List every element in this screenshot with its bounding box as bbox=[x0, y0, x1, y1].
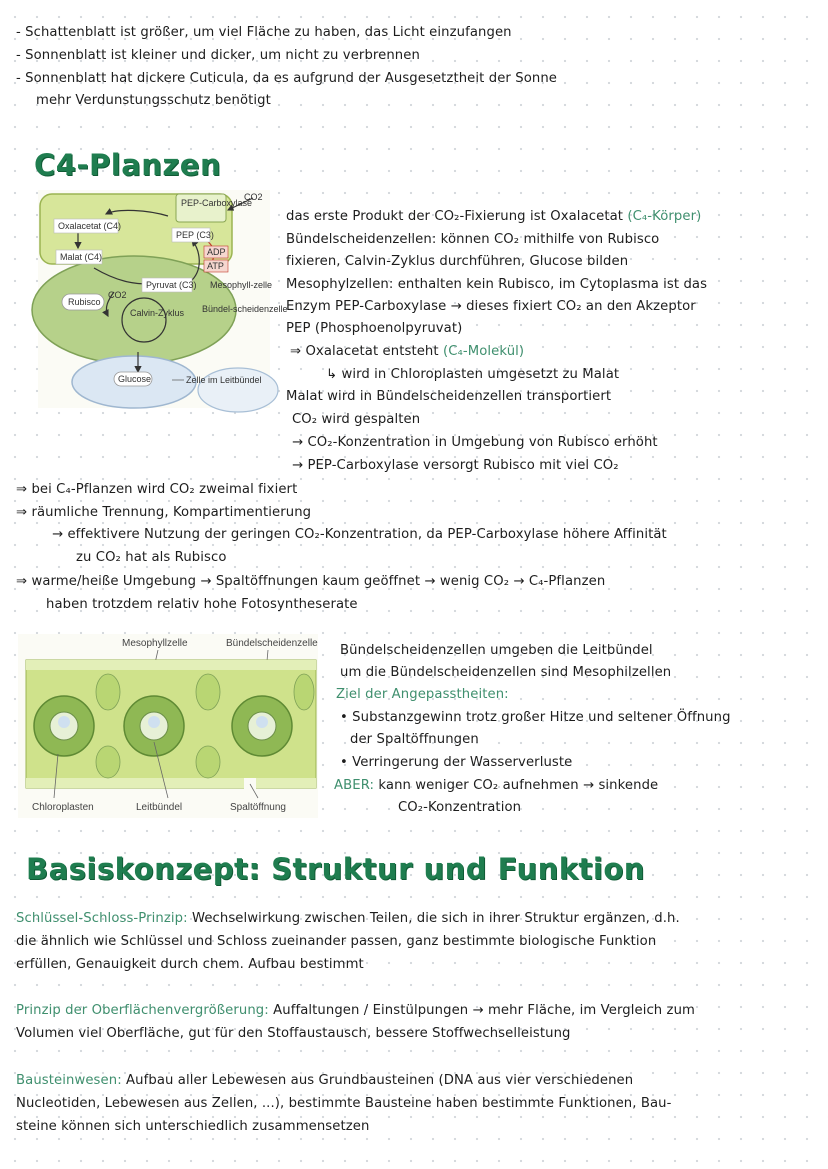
c4-notes2-4: der Spaltöffnungen bbox=[350, 732, 479, 747]
c4-note-7: ⇒ Oxalacetat entsteht (C₄-Molekül) bbox=[290, 344, 525, 359]
c4-summary-4: zu CO₂ hat als Rubisco bbox=[76, 550, 227, 565]
basis-p2-line1: Prinzip der Oberflächenvergrößerung: Auffaltungen / Einstülpungen → mehr Fläche, im Vergleich zum bbox=[16, 1003, 695, 1018]
c4-notes2-7: CO₂-Konzentration bbox=[398, 800, 522, 815]
malat-label: Malat (C4) bbox=[60, 252, 103, 262]
c4-pathway-diagram bbox=[38, 190, 288, 408]
c4-heading: C4-Planzen bbox=[34, 148, 222, 182]
c4-note-3: fixieren, Calvin-Zyklus durchführen, Glucose bilden bbox=[286, 254, 629, 269]
c4-note-12: → PEP-Carboxylase versorgt Rubisco mit viel CO₂ bbox=[292, 458, 619, 473]
c4-note-1: das erste Produkt der CO₂-Fixierung ist Oxalacetat (C₄-Körper) bbox=[286, 209, 702, 224]
basis-p1-line3: erfüllen, Genauigkeit durch chem. Aufbau bestimmt bbox=[16, 957, 364, 972]
spaltoeffnung-label: Spaltöffnung bbox=[230, 802, 286, 813]
c4-molekuel-label: (C₄-Molekül) bbox=[442, 344, 525, 359]
mesophyll-label: Mesophyll-zelle bbox=[210, 280, 273, 290]
c4-note-8: ↳ wird in Chloroplasten umgesetzt zu Malat bbox=[326, 367, 620, 382]
c4-note-6: PEP (Phosphoenolpyruvat) bbox=[286, 321, 463, 336]
buendelscheidenzelle-label: Bündelscheidenzelle bbox=[226, 638, 318, 649]
basis-p2-line2: Volumen viel Oberfläche, gut für den Stoffaustausch, bessere Stoffwechselleistung bbox=[16, 1026, 571, 1041]
pep-carboxylase-label: PEP-Carboxylase bbox=[181, 198, 253, 208]
c4-notes2-goal: Ziel der Angepasstheiten: bbox=[336, 687, 509, 702]
c4-notes2-3: • Substanzgewinn trotz großer Hitze und seltener Öffnung bbox=[340, 710, 731, 725]
basis-p1-line2: die ähnlich wie Schlüssel und Schloss zueinander passen, ganz bestimmte biologische Funktion bbox=[16, 934, 657, 949]
c4-summary-2: ⇒ räumliche Trennung, Kompartimentierung bbox=[16, 505, 312, 520]
adp-label: ADP bbox=[207, 247, 226, 257]
basis-p1-line1: Schlüssel-Schloss-Prinzip: Wechselwirkung zwischen Teilen, die sich in ihrer Struktur ergänzen, d.h. bbox=[16, 911, 680, 926]
c4-note-5: Enzym PEP-Carboxylase → dieses fixiert CO₂ an den Akzeptor bbox=[286, 299, 696, 314]
c4-summary-3: → effektivere Nutzung der geringen CO₂-Konzentration, da PEP-Carboxylase höhere Affinität bbox=[52, 527, 667, 542]
c4-notes2-1: Bündelscheidenzellen umgeben die Leitbündel bbox=[340, 643, 653, 658]
pep-label: PEP (C3) bbox=[176, 230, 214, 240]
c4-note-11: → CO₂-Konzentration in Umgebung von Rubisco erhöht bbox=[292, 435, 658, 450]
leaf-cross-section-diagram bbox=[18, 634, 318, 818]
basis-p3-line2: Nucleotiden, Lebewesen aus Zellen, ...), bestimmte Bausteine haben bestimmte Funktionen, Bau- bbox=[16, 1096, 672, 1111]
co2-top-label: CO2 bbox=[244, 192, 263, 202]
intro-line-2: - Sonnenblatt ist kleiner und dicker, um nicht zu verbrennen bbox=[16, 48, 420, 63]
mesophyllzelle-label: Mesophyllzelle bbox=[122, 638, 188, 649]
atp-label: ATP bbox=[207, 261, 224, 271]
c4-note-9: Malat wird in Bündelscheidenzellen transportiert bbox=[286, 389, 612, 404]
intro-line-1: - Schattenblatt ist größer, um viel Fläche zu haben, das Licht einzufangen bbox=[16, 25, 512, 40]
oberflaeche-term: Prinzip der Oberflächenvergrößerung: bbox=[16, 1003, 269, 1018]
co2-mid-label: CO2 bbox=[108, 290, 127, 300]
c4-note-2: Bündelscheidenzellen: können CO₂ mithilfe von Rubisco bbox=[286, 232, 660, 247]
c4-summary-5: ⇒ warme/heiße Umgebung → Spaltöffnungen kaum geöffnet → wenig CO₂ → C₄-Pflanzen bbox=[16, 574, 606, 589]
pyruvat-label: Pyruvat (C3) bbox=[146, 280, 197, 290]
c4-note-4: Mesophylzellen: enthalten kein Rubisco, im Cytoplasma ist das bbox=[286, 277, 708, 292]
c4-notes2-6: ABER: kann weniger CO₂ aufnehmen → sinkende bbox=[334, 778, 659, 793]
oxalacetat-label: Oxalacetat (C4) bbox=[58, 221, 122, 231]
chloroplasten-label: Chloroplasten bbox=[32, 802, 94, 813]
aber-label: ABER: bbox=[334, 778, 375, 793]
leitbuendel-cell-label: Zelle im Leitbündel bbox=[186, 375, 262, 385]
basis-p3-line1: Bausteinwesen: Aufbau aller Lebewesen aus Grundbausteinen (DNA aus vier verschiedenen bbox=[16, 1073, 634, 1088]
bausteinwesen-term: Bausteinwesen: bbox=[16, 1073, 122, 1088]
leitbuendel-label: Leitbündel bbox=[136, 802, 183, 813]
calvin-label: Calvin-Zyklus bbox=[130, 308, 185, 318]
intro-line-4: mehr Verdunstungsschutz benötigt bbox=[36, 93, 271, 108]
basis-p3-line3: steine können sich unterschiedlich zusammensetzen bbox=[16, 1119, 370, 1134]
c4-notes2-5: • Verringerung der Wasserverluste bbox=[340, 755, 573, 770]
c4-summary-6: haben trotzdem relativ hohe Fotosyntheserate bbox=[46, 597, 358, 612]
basis-heading: Basiskonzept: Struktur und Funktion bbox=[26, 852, 645, 886]
intro-line-3: - Sonnenblatt hat dickere Cuticula, da es aufgrund der Ausgesetztheit der Sonne bbox=[16, 71, 557, 86]
buendel-label: Bündel-scheidenzelle bbox=[202, 304, 288, 314]
c4-notes2-2: um die Bündelscheidenzellen sind Mesophilzellen bbox=[340, 665, 672, 680]
c4-koerper-label: (C₄-Körper) bbox=[627, 209, 702, 224]
schluessel-schloss-term: Schlüssel-Schloss-Prinzip: bbox=[16, 911, 188, 926]
c4-summary-1: ⇒ bei C₄-Pflanzen wird CO₂ zweimal fixiert bbox=[16, 482, 298, 497]
c4-note-10: CO₂ wird gespalten bbox=[292, 412, 421, 427]
glucose-label: Glucose bbox=[118, 374, 152, 384]
rubisco-label: Rubisco bbox=[68, 297, 101, 307]
